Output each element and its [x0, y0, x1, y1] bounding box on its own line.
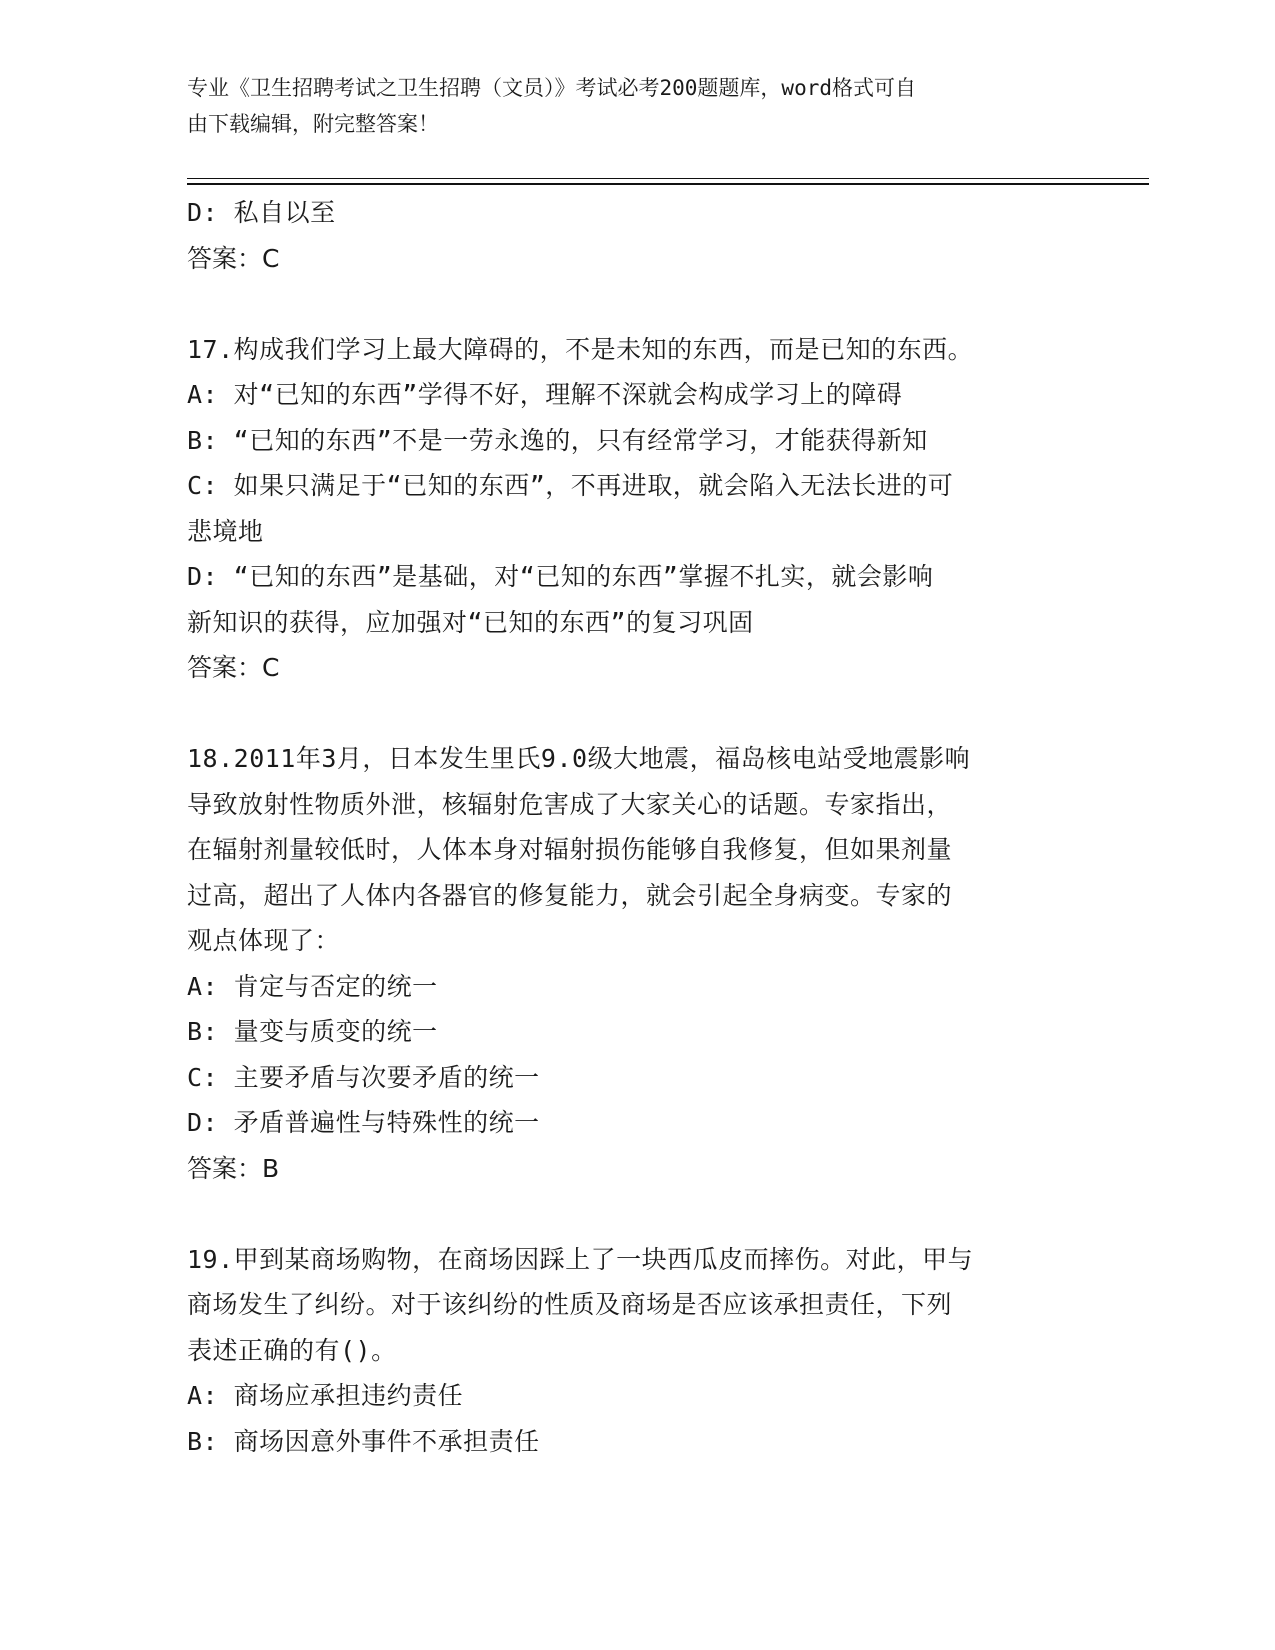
q19-option-b: B: 商场因意外事件不承担责任 [187, 1426, 540, 1456]
q19-stem-line2: 商场发生了纠纷。对于该纠纷的性质及商场是否应该承担责任，下列 [187, 1290, 953, 1319]
q17-option-d-line1: D: “已知的东西”是基础，对“已知的东西”掌握不扎实，就会影响 [187, 562, 934, 591]
spacer [187, 1191, 1087, 1237]
q18-stem-line5: 观点体现了： [187, 926, 341, 955]
q18-stem-line3: 在辐射剂量较低时，人体本身对辐射损伤能够自我修复，但如果剂量 [187, 835, 953, 864]
q18-answer: 答案：B [187, 1153, 280, 1183]
q18-stem-line4: 过高，超出了人体内各器官的修复能力，就会引起全身病变。专家的 [187, 880, 953, 910]
spacer [187, 281, 1087, 327]
q17-option-c-line2: 悲境地 [187, 516, 264, 546]
header-divider-thin [187, 178, 1149, 179]
q18-option-b: B: 量变与质变的统一 [187, 1017, 438, 1046]
q17-option-a: A: 对“已知的东西”学得不好，理解不深就会构成学习上的障碍 [187, 380, 903, 409]
q17-answer: 答案：C [187, 653, 280, 682]
q17-option-d-line2: 新知识的获得，应加强对“已知的东西”的复习巩固 [187, 607, 754, 637]
header-line-1: 专业《卫生招聘考试之卫生招聘（文员）》考试必考200题题库，word格式可自 [187, 76, 916, 100]
header-divider-thick [187, 183, 1149, 185]
q19-option-a: A: 商场应承担违约责任 [187, 1381, 464, 1410]
header-line-2: 由下载编辑，附完整答案！ [187, 112, 439, 136]
q19-stem-line1: 19.甲到某商场购物，在商场因踩上了一块西瓜皮而摔伤。对此，甲与 [187, 1244, 974, 1274]
q18-stem-line1: 18.2011年3月，日本发生里氏9.0级大地震，福岛核电站受地震影响 [187, 744, 971, 773]
question-content [187, 190, 1087, 1464]
q18-stem-line2: 导致放射性物质外泄，核辐射危害成了大家关心的话题。专家指出， [187, 789, 953, 819]
q18-option-d: D: 矛盾普遍性与特殊性的统一 [187, 1108, 540, 1137]
q18-option-a: A: 肯定与否定的统一 [187, 971, 438, 1001]
q19-stem-line3: 表述正确的有()。 [187, 1335, 397, 1365]
q17-option-c-line1: C: 如果只满足于“已知的东西”，不再进取，就会陷入无法长进的可 [187, 471, 954, 500]
prev-answer: 答案：C [187, 243, 280, 273]
q17-stem: 17.构成我们学习上最大障碍的，不是未知的东西，而是已知的东西。 [187, 334, 974, 364]
document-header [187, 70, 1067, 142]
spacer [187, 691, 1087, 737]
q17-option-b: B: “已知的东西”不是一劳永逸的，只有经常学习，才能获得新知 [187, 425, 928, 455]
prev-option-d: D: 私自以至 [187, 198, 336, 227]
q18-option-c: C: 主要矛盾与次要矛盾的统一 [187, 1062, 540, 1092]
